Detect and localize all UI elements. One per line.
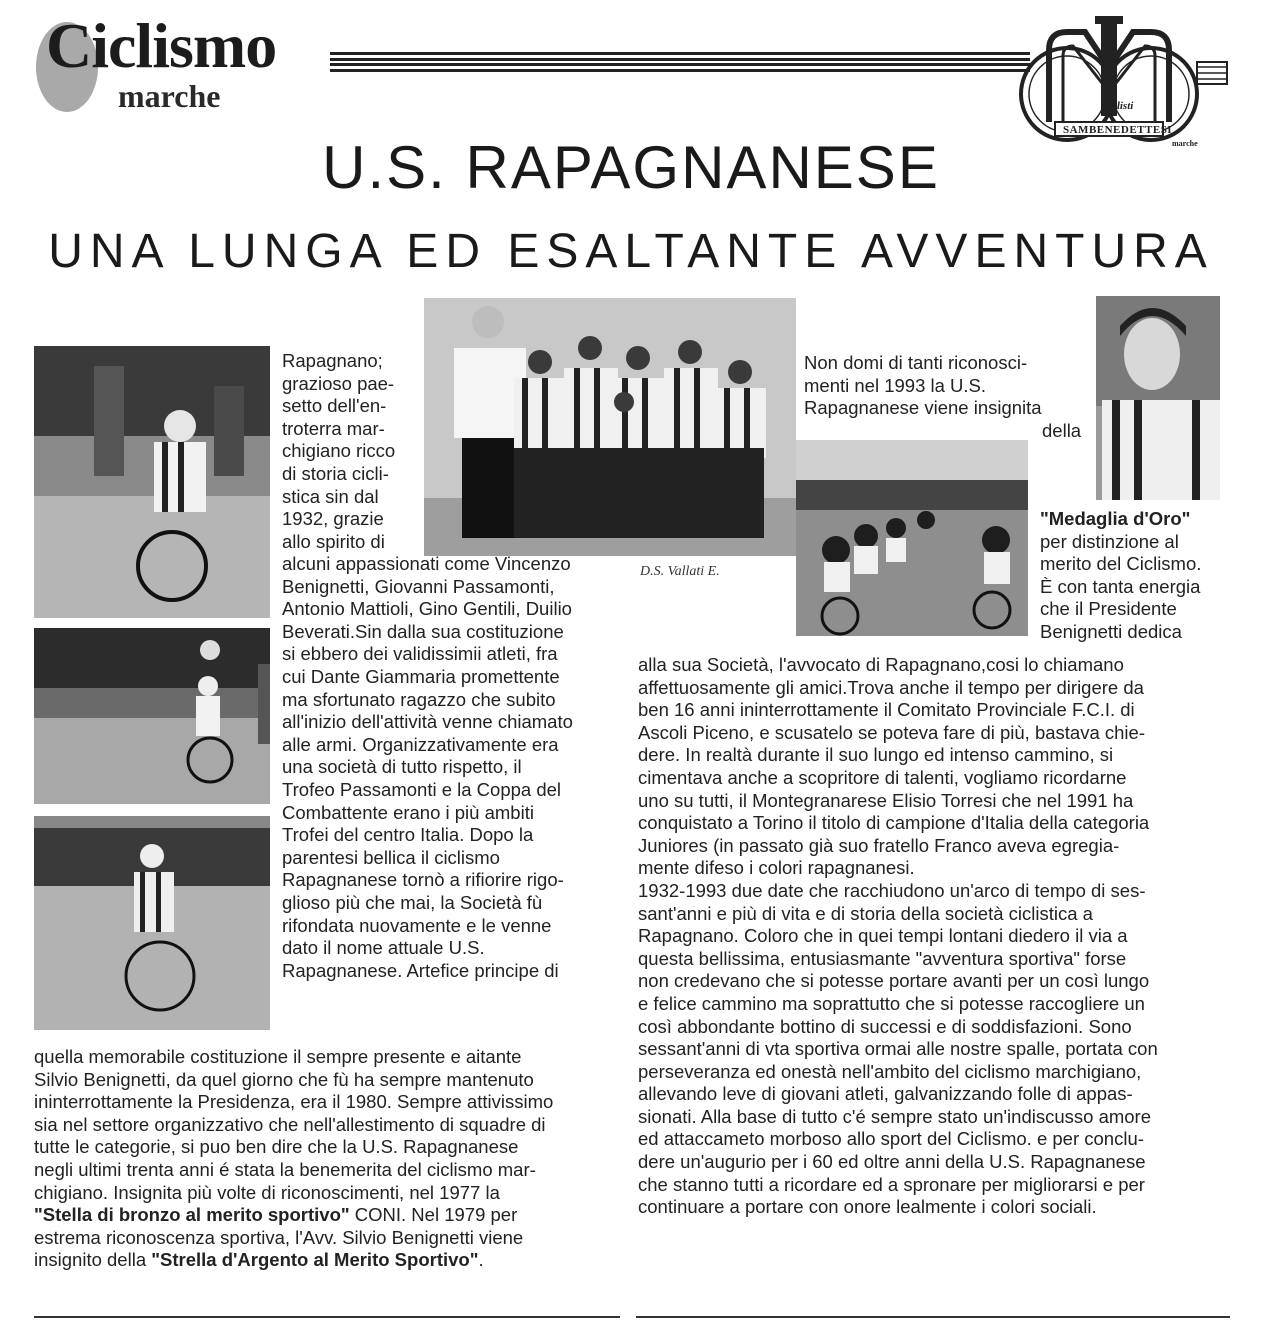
text-line: perseveranza ed onestà nell'ambito del ciclismo marchigiano, [638,1060,1142,1082]
text-line: Non domi di tanti riconosci- [804,352,1028,373]
text-line: chigiano. Insignita più volte di riconoscimenti, nel 1977 la [34,1181,500,1203]
text-line: Trofeo Passamonti e la Coppa del [282,778,562,800]
club-logo-text-2: SAMBENEDETTESI [1063,124,1173,136]
text-line: non credevano che si potesse portare avanti per un così lungo [638,970,1150,992]
text-line: sant'anni e più di vita e di storia della società ciclistica a [638,902,1093,924]
text-line: ininterrottamente la Presidenza, era il 1980. Sempre attivissimo [34,1091,554,1113]
text-line: di storia cicli- [282,462,389,484]
text-line: uno su tutti, il Montegranarese Elisio Torresi che nel 1991 ha [638,789,1134,811]
text-line: questa bellissima, entusiasmante "avventura sportiva" forse [638,947,1127,969]
text-line: sionati. Alla base di tutto c'é sempre stato un'indiscusso amore [638,1105,1152,1127]
text-line: Combattente erano i più ambiti [282,801,534,823]
text-line: si ebbero dei validissimii atleti, fra [282,643,558,665]
text-line: menti nel 1993 la U.S. [804,374,987,396]
text-line: così abbondante bottino di successi e di soddisfazioni. Sono [638,1015,1132,1037]
text-line: sia nel settore organizzativo che nell'allestimento di squadre di [34,1113,546,1135]
text-line: parentesi bellica il ciclismo [282,846,500,868]
text-line: Rapagnano; [282,350,383,371]
text-line: della [1042,419,1082,441]
footer-rule-right [636,1316,1230,1328]
award-line-3-post: . [478,1249,484,1271]
text-line: 1932, grazie [282,508,384,530]
text-line: ma sfortunato ragazzo che subito [282,688,556,710]
text-line: Rapagnanese tornò a rifiorire rigo- [282,869,564,891]
club-logo-text-1: ciclisti [1104,100,1134,112]
text-line: Juniores (in passato già suo fratello Franco aveva egregia- [638,834,1120,856]
text-line: all'inizio dell'attività venne chiamato [282,711,573,733]
medal-bold: "Medaglia d'Oro" [1040,508,1191,529]
text-line: Benignetti dedica [1040,620,1182,642]
text-line: Trofei del centro Italia. Dopo la [282,824,534,846]
text-line: cimentava anche a scopritore di talenti, vogliamo ricordarne [638,766,1127,788]
article-col1-mid [282,553,632,982]
text-line: ed attaccameto morboso allo sport del Ciclismo. e per conclu- [638,1128,1144,1150]
award-line-3 [34,1249,634,1272]
text-line: dere un'augurio per i 60 ed oltre anni della U.S. Rapagnanese [638,1151,1146,1173]
text-line: stica sin dal [282,485,379,507]
text-line: che stanno tutti a ricordare ed a spronare per migliorarsi e per [638,1173,1145,1195]
award-line-1 [34,1204,634,1227]
award-line-3-pre: insignito della [34,1249,152,1271]
text-line: e felice cammino ma soprattutto che si potesse raccogliere un [638,992,1145,1014]
photo-caption: D.S. Vallati E. [640,564,720,579]
text-line: che il Presidente [1040,598,1177,620]
text-line: negli ultimi trenta anni é stata la benemerita del ciclismo mar- [34,1158,536,1180]
article-col2-main [638,654,1228,1219]
masthead-subtitle: marche [118,78,221,114]
text-line: allo spirito di [282,530,385,552]
article-medal-block [1040,508,1224,644]
article-col1-wide [34,1046,634,1272]
headline-title: U.S. RAPAGNANESE [322,134,940,201]
text-line: alla sua Società, l'avvocato di Rapagnano,cosi lo chiamano [638,654,1124,675]
text-line: una società di tutto rispetto, il [282,756,522,778]
text-line: dere. In realtà durante il suo lungo ed intenso cammino, si [638,744,1114,766]
text-line: troterra mar- [282,417,385,439]
text-line: sessant'anni di vta sportiva ormai alle nostre spalle, portata con [638,1038,1158,1060]
text-line: Rapagnano. Coloro che in quei tempi lontani diedero il via a [638,925,1128,947]
text-line: alle armi. Organizzativamente era [282,733,559,755]
text-line: allevando leve di giovani atleti, galvanizzando folle di appas- [638,1083,1133,1105]
text-line: mente difeso i colori rapagnanesi. [638,857,915,879]
text-line: chigiano ricco [282,440,396,462]
text-line: estrema riconoscenza sportiva, l'Avv. Silvio Benignetti viene [34,1226,524,1248]
award-bronze-bold: "Stella di bronzo al merito sportivo" [34,1204,350,1226]
headline-subtitle: UNA LUNGA ED ESALTANTE AVVENTURA [48,225,1214,278]
photo-boy-portrait [1096,296,1220,500]
text-line: 1932-1993 due date che racchiudono un'arco di tempo di ses- [638,879,1146,901]
club-logo-text-3: marche [1172,139,1198,148]
text-line: quella memorabile costituzione il sempre presente e aitante [34,1046,522,1067]
text-line: Antonio Mattioli, Gino Gentili, Duilio [282,598,572,620]
text-line: glioso più che mai, la Società fù [282,891,543,913]
text-line: merito del Ciclismo. [1040,553,1202,575]
photo-young-cyclist-1 [34,346,270,618]
text-line: tutte le categorie, si puo ben dire che la U.S. Rapagnanese [34,1136,519,1158]
text-line: cui Dante Giammaria promettente [282,665,560,687]
text-line: ben 16 anni ininterrottamente il Comitato Provinciale F.C.I. di [638,699,1135,721]
article-col2-top [804,352,1086,442]
photo-young-cyclist-3 [34,816,270,1030]
photo-team-group [424,298,796,556]
text-line: alcuni appassionati come Vincenzo [282,553,571,574]
award-silver-bold: "Strella d'Argento al Merito Sportivo" [151,1249,479,1271]
text-line: Rapagnanese. Artefice principe di [282,959,559,981]
header-rule [330,50,1030,74]
masthead-title: Ciclismo [46,10,277,81]
text-line: Ascoli Piceno, e scusatelo se poteva fare di più, bastava chie- [638,721,1145,743]
text-line: affettuosamente gli amici.Trova anche il tempo per dirigere da [638,676,1144,698]
text-line: per distinzione al [1040,530,1179,552]
award-line-1-rest: CONI. Nel 1979 per [349,1204,518,1226]
text-line: Benignetti, Giovanni Passamonti, [282,575,555,597]
text-line: È con tanta energia [1040,575,1201,597]
text-line: rifondata nuovamente e le venne [282,914,552,936]
text-line: conquistato a Torino il titolo di campione d'Italia della categoria [638,812,1150,834]
text-line: Silvio Benignetti, da quel giorno che fù ha sempre mantenuto [34,1068,534,1090]
text-line: Rapagnanese viene insignita [804,397,1042,419]
photo-race-pack [796,440,1028,636]
text-line: setto dell'en- [282,395,387,417]
text-line: Beverati.Sin dalla sua costituzione [282,620,564,642]
photo-young-cyclist-2 [34,628,270,804]
text-line: continuare a portare con onore lealmente i colori sociali. [638,1196,1097,1218]
footer-rule-left [34,1316,620,1328]
text-line: grazioso pae- [282,372,395,394]
article-col1-narrow [282,350,420,553]
text-line: dato il nome attuale U.S. [282,937,485,959]
